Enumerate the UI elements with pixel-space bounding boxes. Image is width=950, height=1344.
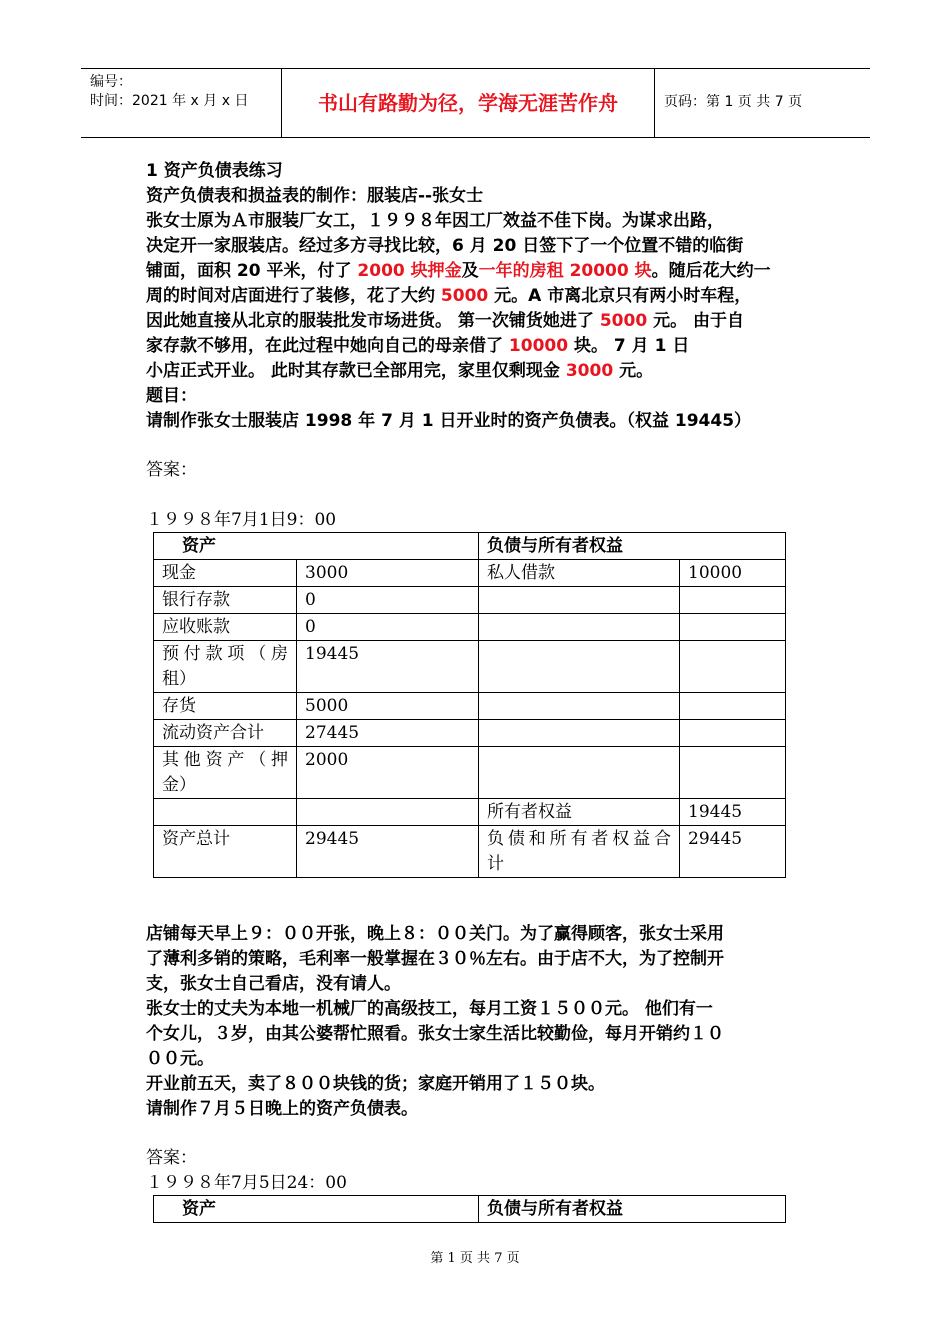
cash-amount: 3000 [565,361,614,381]
number-label: 编号： [90,74,132,90]
answer-label: 答案： [146,1148,197,1168]
table-row [154,799,786,826]
deposit-amount: 2000 块押金 [357,261,462,281]
table-cell: 资产总计 [154,826,297,878]
cell-text-line: 计 [487,854,504,874]
table-cell [680,693,786,720]
table-cell: 2000 [297,747,479,799]
assets-header: 资产 [154,533,479,560]
stock-amount: 5000 [599,311,648,331]
table-cell: 所有者权益 [479,799,680,826]
story-line: 张女士原为Ａ市服装厂女工，１９９８年因工厂效益不佳下岗。为谋求出路， [146,211,724,231]
table-cell [479,587,680,614]
balance-sheet-table-2 [153,1195,786,1223]
table-cell: 应收账款 [154,614,297,641]
cell-text-line: 其他资产（押 [162,750,288,770]
story-line: 张女士的丈夫为本地一机械厂的高级技工，每月工资１５００元。 他们有一 [146,999,713,1019]
table-row [154,587,786,614]
table-cell [154,799,297,826]
story-line: 支，张女士自己看店，没有请人。 [146,974,401,994]
cell-text-line: 租） [162,669,196,689]
page-header [81,68,870,138]
header-motto-cell [282,69,655,137]
table-cell: 3000 [297,560,479,587]
header-right-cell [655,69,870,137]
rent-amount: 一年的房租 20000 块 [478,261,652,281]
section-title: 1 资产负债表练习 [146,161,283,181]
liabilities-header: 负债与所有者权益 [479,1196,786,1223]
assets-header: 资产 [154,1196,479,1223]
table-row [154,560,786,587]
story-line: ００元。 [146,1049,214,1069]
story-line: 个女儿，３岁，由其公婆帮忙照看。张女士家生活比较勤俭，每月开销约１０ [146,1024,724,1044]
liabilities-header: 负债与所有者权益 [479,533,786,560]
table-date: １９９８年7月1日9：00 [146,510,337,530]
story-line: 开业前五天，卖了８００块钱的货；家庭开销用了１５０块。 [146,1074,605,1094]
table-cell: 10000 [680,560,786,587]
cell-text-line: 预付款项（房 [162,644,288,664]
table-row [154,747,786,799]
story-line: 了薄利多销的策略，毛利率一般掌握在３０％左右。由于店不大，为了控制开 [146,949,724,969]
table-cell: 0 [297,587,479,614]
story-line: 家存款不够用，在此过程中她向自己的母亲借了 10000 块。 7 月 1 日 [146,336,690,356]
table-cell: 29445 [297,826,479,878]
table-header-row [154,533,786,560]
question-text: 请制作７月５日晚上的资产负债表。 [146,1099,418,1119]
table-cell: 0 [297,614,479,641]
table-cell: 27445 [297,720,479,747]
table-cell: 19445 [297,641,479,693]
question-label: 题目： [146,386,197,406]
answer-label: 答案： [146,460,197,480]
story-line: 小店正式开业。 此时其存款已全部用完，家里仅剩现金 3000 元。 [146,361,654,381]
table-cell [680,587,786,614]
story-line: 因此她直接从北京的服装批发市场进货。 第一次铺货她进了 5000 元。 由于自 [146,311,745,331]
balance-sheet-table [153,532,786,878]
table-cell: 5000 [297,693,479,720]
table-cell [680,720,786,747]
table-cell: 银行存款 [154,587,297,614]
motto: 书山有路勤为径，学海无涯苦作舟 [318,91,618,115]
cell-text-line: 负债和所有者权益合 [487,829,671,849]
table-row [154,826,786,878]
table-cell [297,799,479,826]
story-line: 店铺每天早上９：００开张，晚上８：００关门。为了赢得顾客，张女士采用 [146,924,724,944]
subtitle: 资产负债表和损益表的制作：服装店--张女士 [146,186,484,206]
table-cell [680,747,786,799]
renovation-amount: 5000 [440,286,489,306]
table-cell [154,747,297,799]
table-cell: 29445 [680,826,786,878]
table-cell: 存货 [154,693,297,720]
table-header-row [154,1196,786,1223]
question-text: 请制作张女士服装店 1998 年 7 月 1 日开业时的资产负债表。（权益 19445） [146,411,752,431]
table-cell [479,747,680,799]
table-cell: 19445 [680,799,786,826]
table-cell: 私人借款 [479,560,680,587]
table-row [154,614,786,641]
table-row [154,641,786,693]
loan-amount: 10000 [508,336,569,356]
table-cell [479,720,680,747]
story-line: 铺面，面积 20 平米，付了 2000 块押金及一年的房租 20000 块。随后花大约一 [146,261,771,281]
header-left-cell [81,69,282,137]
cell-text-line: 金） [162,775,196,795]
table-cell: 现金 [154,560,297,587]
page-number-label: 页码：第 1 页 共 7 页 [664,94,803,110]
table-date: １９９８年7月5日24：00 [146,1173,347,1193]
table-cell [680,614,786,641]
story-line: 周的时间对店面进行了装修，花了大约 5000 元。A 市离北京只有两小时车程， [146,286,752,306]
table-row [154,693,786,720]
table-cell [479,826,680,878]
table-cell [154,641,297,693]
table-cell [680,641,786,693]
story-line: 决定开一家服装店。经过多方寻找比较，6 月 20 日签下了一个位置不错的临街 [146,236,744,256]
table-cell [479,614,680,641]
table-cell [479,641,680,693]
table-cell: 流动资产合计 [154,720,297,747]
page-footer: 第 1 页 共 7 页 [430,1251,520,1266]
table-cell [479,693,680,720]
table-row [154,720,786,747]
time-label: 时间：2021 年 x 月 x 日 [90,93,249,109]
